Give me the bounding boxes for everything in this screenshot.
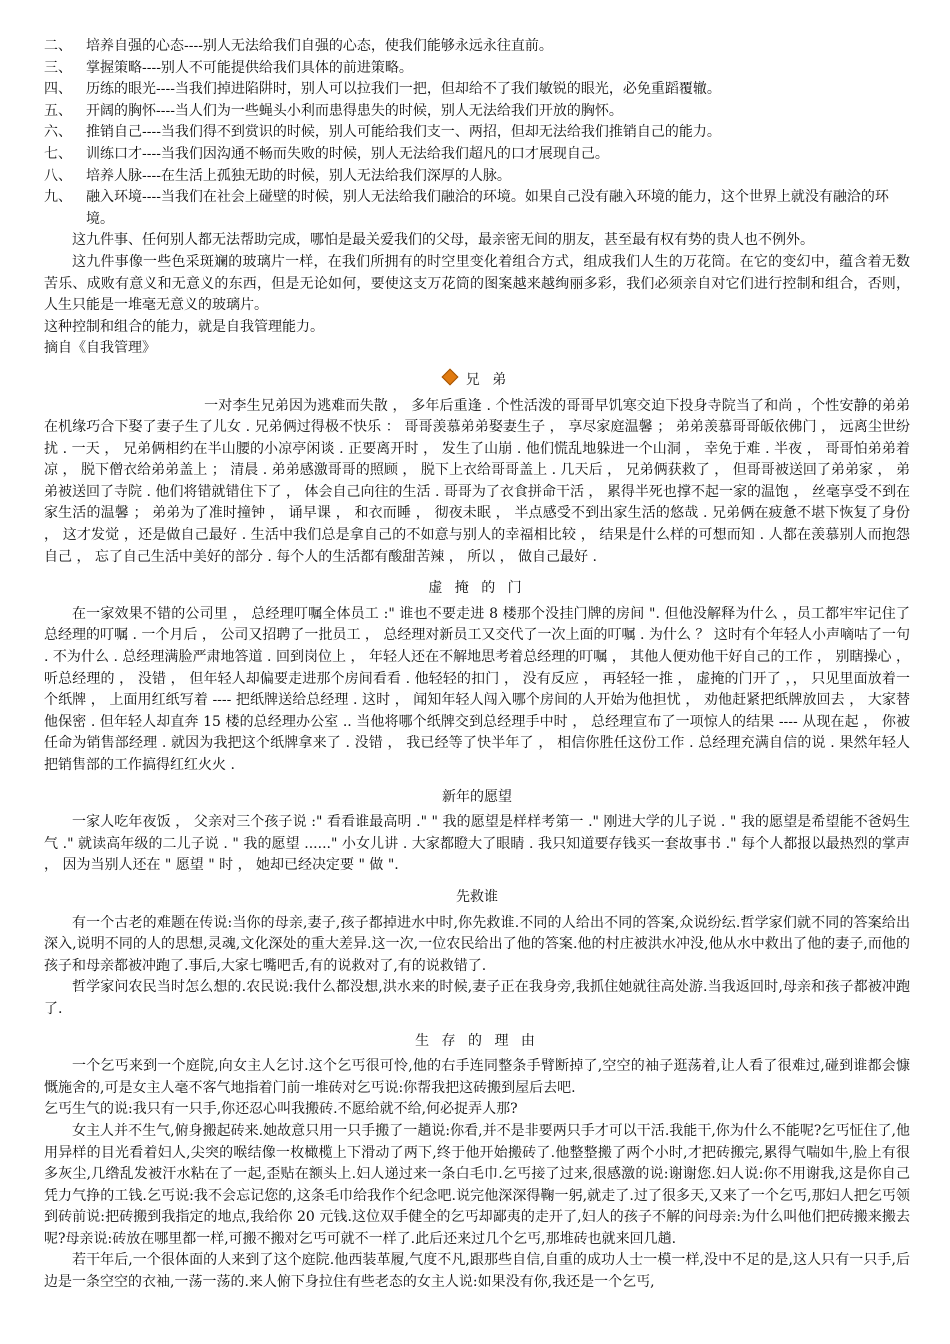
- story-title-newyear: 新年的愿望: [442, 788, 512, 805]
- list-item: [44, 166, 910, 188]
- story-title-brothers: [44, 370, 910, 392]
- numbered-list: [44, 36, 910, 230]
- intro-paragraph: 这九件事、任何别人都无法帮助完成，哪怕是最关爱我们的父母，最亲密无间的朋友，甚至最有权有势的贵人也不例外。: [72, 232, 814, 249]
- story-body-newyear: 一家人吃年夜饭 ， 父亲对三个孩子说 :" 看看谁最高明 ." " 我的愿望是样样考第一 ." 刚进大学的儿子说 . " 我的愿望是希望能不爸妈生气 ." 就读高年级的二儿子说 . " 我的愿望 ......" 小女儿讲 . 大家都瞪大了眼睛 . 我只知道要存钱买一套故事书 ." 每个人都报以最热烈的掌声 ， 因为当别人还在 " 愿望 " 时 ， 她却已经决定要 " 做 ".: [44, 814, 910, 874]
- list-item-number: 三、: [44, 59, 72, 76]
- list-item-text: 开阔的胸怀----当人们为一些蝇头小利而患得患失的时候，别人无法给我们开放的胸怀。: [86, 102, 623, 119]
- list-item-number: 八、: [44, 167, 72, 184]
- story-title-door: 虚 掩 的 门: [428, 580, 526, 597]
- intro-conclusion: 这种控制和组合的能力，就是自我管理能力。: [44, 318, 324, 335]
- story-paragraph: 女主人并不生气,俯身搬起砖来.她故意只用一只手搬了一趟说:你看,并不是非要两只手才可以干活.我能干,你为什么不能呢?乞丐怔住了,他用异样的目光看着妇人,尖突的喉结像一枚橄榄上下滑动了两下,终于他开始搬砖了.他整整搬了两个小时,才把砖搬完,累得气喘如牛,脸上有很多灰尘,几绺乱发被汗水粘在了一起,歪贴在额头上.妇人递过来一条白毛巾.乞丐接了过来,很感激的说:谢谢您.妇人说:你不用谢我,这是你自己凭力气挣的工钱.乞丐说:我不会忘记您的,这条毛巾给我作个纪念吧.说完他深深得鞠一躬,就走了.过了很多天,又来了一个乞丐,那妇人把乞丐领到砖前说:把砖搬到我指定的地点,我给你 20 元钱.这位双手健全的乞丐却鄙夷的走开了,妇人的孩子不解的问母亲:为什么叫他们把砖搬来搬去呢?母亲说:砖放在哪里都一样,可搬不搬对乞丐可就不一样了.此后还来过几个乞丐,那堆砖也就来回几趟.: [44, 1122, 910, 1247]
- list-item: [44, 187, 910, 230]
- list-item-number: 四、: [44, 81, 72, 98]
- list-item-number: 九、: [44, 189, 72, 206]
- diamond-bullet-icon: [441, 368, 458, 385]
- source-citation: 摘自《自我管理》: [44, 340, 156, 357]
- list-item: [44, 36, 910, 58]
- story-body-door: 在一家效果不错的公司里 ， 总经理叮嘱全体员工 :" 谁也不要走进 8 楼那个没挂门牌的房间 ". 但他没解释为什么 ，员工都牢牢记住了总经理的叮嘱 . 一个月后 ， 公司又招聘了一批员工 ， 总经理对新员工又交代了一次上面的叮嘱 . 为什么 ？ 这时有个年轻人小声嘀咕了一句 . 不为什么 . 总经理满脸严肃地答道 . 回到岗位上 ， 年轻人还在不解地思考着总经理的叮嘱 ， 其他人便劝他干好自己的工作 ， 别瞎操心 ， 听总经理的 ， 没错 ， 但年轻人却偏要走进那个房间看看 . 他轻轻的扣门 ， 没有反应 ， 再轻轻一推 ， 虚掩的门开了 ，， 只见里面放着一个纸牌 ， 上面用红纸写着 ---- 把纸牌送给总经理 . 这时 ， 闻知年轻人闯入哪个房间的人开始为他担忧 ， 劝他赶紧把纸牌放回去 ， 大家替他保密 . 但年轻人却直奔 15 楼的总经理办公室 .. 当他将哪个纸牌交到总经理手中时 ， 总经理宣布了一项惊人的结果 ---- 从现在起 ， 你被任命为销售部经理 . 就因为我把这个纸牌拿来了 . 没错 ， 我已经等了快半年了 ， 相信你胜任这份工作 . 总经理充满自信的说 . 果然年轻人把销售部的工作搞得红红火火 .: [44, 605, 910, 773]
- list-item-number: 二、: [44, 38, 72, 54]
- list-item-text: 训练口才----当我们因沟通不畅而失败的时候，别人无法给我们超凡的口才展现自己。: [86, 145, 609, 162]
- list-item-number: 七、: [44, 145, 72, 162]
- story-title-survival: 生 存 的 理 由: [415, 1032, 539, 1049]
- story-body-text: 一对李生兄弟因为逃难而失散 ， 多年后重逢 . 个性活泼的哥哥早饥寒交迫下投身寺院当了和尚 ，个性安静的弟弟在机缘巧合下娶了妻子生了儿女 . 兄弟俩过得极不快乐 ： 哥哥羡慕弟弟娶妻生子 ， 享尽家庭温馨 ； 弟弟羡慕哥哥皈依佛门 ， 远离尘世纷扰 . 一天 ， 兄弟俩相约在半山腰的小凉亭闲谈 . 正要离开时 ， 发生了山崩 . 他们慌乱地躲进一个山洞 ， 幸免于难 . 半夜 ， 哥哥怕弟弟着凉 ， 脱下僧衣给弟弟盖上 ； 清晨 . 弟弟感激哥哥的照顾 ， 脱下上衣给哥哥盖上 . 几天后 ， 兄弟俩获救了 ， 但哥哥被送回了弟弟家 ， 弟弟被送回了寺院 . 他们将错就错住下了 ， 体会自己向往的生活 . 哥哥为了衣食拼命干活 ， 累得半死也撑不起一家的温饱 ， 丝毫享受不到在家生活的温馨 ； 弟弟为了准时撞钟 ， 诵早课 ， 和衣而睡 ， 彻夜未眠 ， 半点感受不到出家生活的悠哉 . 兄弟俩在疲惫不堪下恢复了身份 ， 这才发觉 ，还是做自己最好 . 生活中我们总是拿自己的不如意与别人的幸福相比较 ， 结果是什么样的可想而知 . 人都在羡慕别人而抱怨自己 ， 忘了自己生活中美好的部分 . 每个人的生活都有酸甜苦辣 ， 所以 ， 做自己最好 .: [44, 397, 910, 565]
- story-paragraph: 若干年后,一个很体面的人来到了这个庭院.他西装革履,气度不凡,跟那些自信,自重的成功人士一模一样,没中不足的是,这人只有一只手,后边是一条空空的衣袖,一荡一荡的.来人俯下身拉住有些老态的女主人说:如果没有你,我还是一个乞丐,: [44, 1252, 910, 1291]
- story-paragraph: 有一个古老的难题在传说:当你的母亲,妻子,孩子都掉进水中时,你先救谁.不同的人给出不同的答案,众说纷纭.哲学家们就不同的答案给出深入,说明不同的人的思想,灵魂,文化深处的重大差异.这一次,一位农民给出了他的答案.他的村庄被洪水冲没,他从水中救出了他的妻子,而他的孩子和母亲都被冲跑了.事后,大家七嘴吧舌,有的说救对了,有的说救错了.: [44, 914, 910, 974]
- list-item-text: 推销自己----当我们得不到赏识的时候，别人可能给我们支一、两招，但却无法给我们推销自己的能力。: [86, 124, 721, 141]
- document-page: [44, 36, 910, 1294]
- list-item-text: 掌握策略----别人不可能提供给我们具体的前进策略。: [86, 59, 413, 76]
- story-paragraph: 一个乞丐来到一个庭院,向女主人乞讨.这个乞丐很可怜,他的右手连同整条手臂断掉了,空空的袖子逛荡着,让人看了很难过,碰到谁都会慷慨施舍的,可是女主人毫不客气地指着门前一堆砖对乞丐说:你帮我把这砖搬到屋后去吧.: [44, 1058, 910, 1096]
- list-item-number: 五、: [44, 102, 72, 119]
- story-title-text: 兄 弟: [465, 371, 511, 388]
- list-item: [44, 79, 910, 101]
- list-item: [44, 144, 910, 166]
- list-item-text: 培养人脉----在生活上孤独无助的时候，别人无法给我们深厚的人脉。: [86, 167, 511, 184]
- list-item-text: 历练的眼光----当我们掉进陷阱时，别人可以拉我们一把，但却给不了我们敏锐的眼光，必免重蹈覆辙。: [86, 81, 721, 98]
- intro-paragraph: 这九件事像一些色采斑斓的玻璃片一样，在我们所拥有的时空里变化着组合方式，组成我们人生的万花筒。在它的变幻中，蕴含着无数苦乐、成败有意义和无意义的东西，但是无论如何，要使这支万花筒的图案越来越绚丽多彩，我们必须亲自对它们进行控制和组合，否则，人生只能是一堆毫无意义的玻璃片。: [44, 253, 910, 314]
- list-item-number: 六、: [44, 124, 72, 141]
- story-title-whotosave: 先救谁: [456, 888, 498, 905]
- list-item-text: 融入环境----当我们在社会上碰壁的时候，别人无法给我们融洽的环境。如果自己没有融入环境的能力，这个世界上就没有融洽的环境。: [86, 189, 889, 227]
- list-item-text: 培养自强的心态----别人无法给我们自强的心态，使我们能够永远永往直前。: [86, 38, 553, 54]
- list-item: [44, 122, 910, 144]
- story-body-brothers: [44, 396, 910, 569]
- list-item: [44, 58, 910, 80]
- list-item: [44, 101, 910, 123]
- story-paragraph: 哲学家问农民当时怎么想的.农民说:我什么都没想,洪水来的时候,妻子正在我身旁,我抓住她就往高处游.当我返回时,母亲和孩子都被冲跑了.: [44, 979, 910, 1017]
- story-paragraph: 乞丐生气的说:我只有一只手,你还忍心叫我搬砖.不愿给就不给,何必捉弄人那?: [44, 1101, 518, 1118]
